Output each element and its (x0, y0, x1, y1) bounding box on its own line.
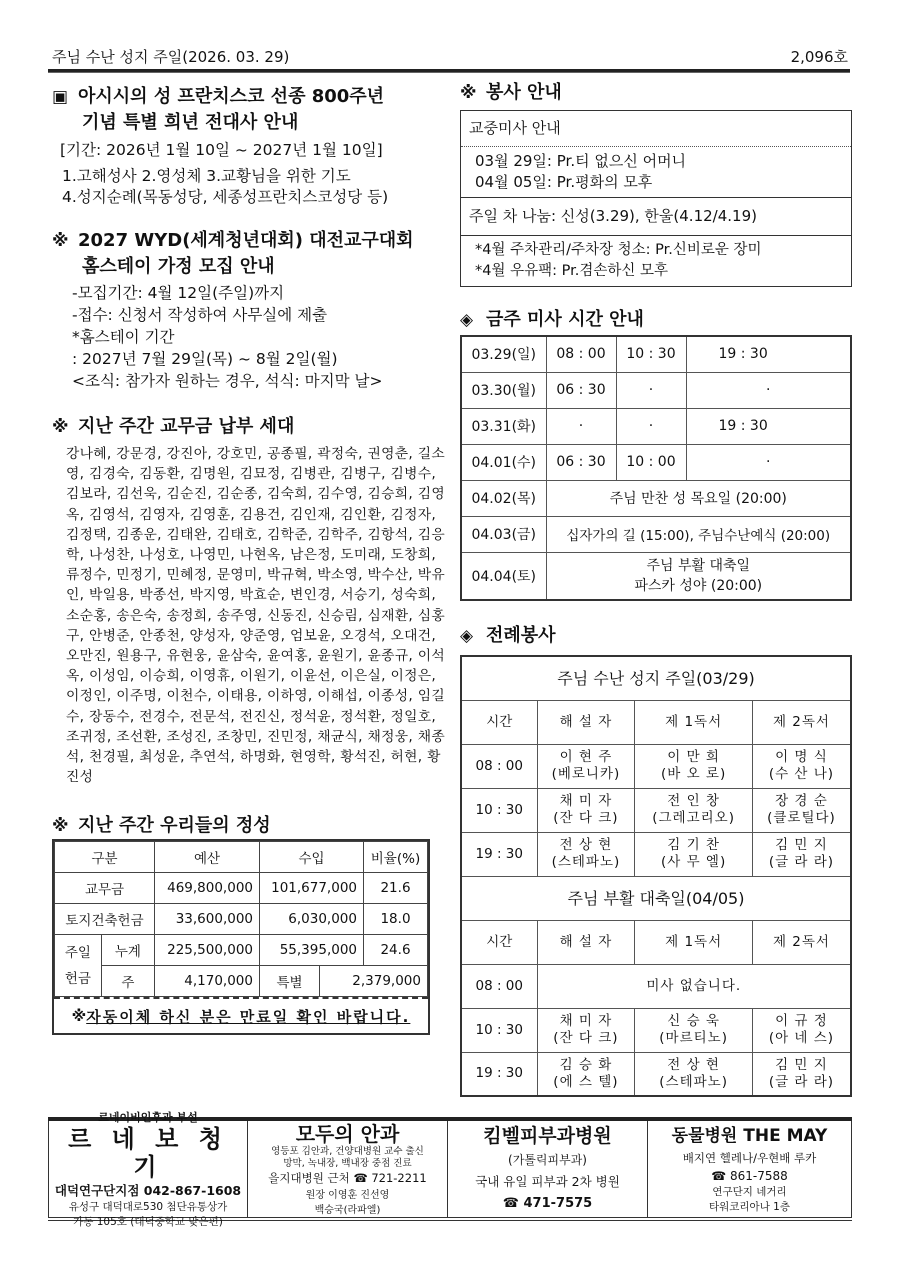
table-row: 19 : 30 전 상 현 (스테파노) 김 기 찬 (사 무 엘) 김 민 지 (글 라 라) (461, 832, 851, 876)
bulletin-header (52, 44, 848, 70)
left-column (52, 80, 447, 1035)
diocese-mass-list: 03월 29일: Pr.티 없으신 어머니 04월 05일: Pr.평화의 모후 (461, 146, 851, 197)
header-divider (48, 69, 850, 73)
dues-section (52, 414, 447, 787)
tea-sharing: 주일 차 나눔: 신성(3.29), 한울(4.12/4.19) (461, 197, 851, 235)
table-row: 04.01(수) 06 : 30 10 : 00 · (461, 444, 851, 480)
table-row: 토지건축헌금 33,600,000 6,030,000 18.0 (55, 904, 428, 935)
april-service-list: *4월 주차관리/주차장 청소: Pr.신비로운 장미 *4월 우유팩: Pr.겸손하신 모후 (461, 235, 851, 286)
table-row: 04.03(금) 십자가의 길 (15:00), 주님수난예식 (20:00) (461, 516, 851, 552)
auto-transfer-notice: ※ 자동이체 하신 분은 만료일 확인 바랍니다. (54, 997, 428, 1033)
wyd-details: -모집기간: 4월 12일(주일)까지 -접수: 신청서 작성하여 사무실에 제출 *홈스테이 기간 : 2027년 7월 29일(목) ~ 8월 2일(월) <조식: 참가자 원하는 경우, 석식: 마지막 날> (72, 284, 383, 390)
dues-title: ※ 지난 주간 교무금 납부 세대 (52, 414, 447, 440)
reference-mark-icon: ※ (52, 417, 69, 437)
liturgy-week2-title: 주님 부활 대축일(04/05) (461, 876, 851, 920)
table-row: 19 : 30 김 승 화 (에 스 텔) 전 상 현 (스테파노) 김 민 지 (글 라 라) (461, 1052, 851, 1096)
mass-times-section (460, 307, 852, 601)
jubilee-title: ▣ 아시시의 성 프란치스코 선종 800주년 (52, 84, 447, 110)
mass-times-title: ◈ 금주 미사 시간 안내 (460, 307, 852, 333)
reference-mark-icon: ※ (52, 816, 69, 837)
liturgy-section (460, 623, 852, 1097)
square-bullet-icon: ▣ (52, 87, 69, 107)
ad-dermatology: 킴벨피부과병원 (가톨릭피부과) 국내 유일 피부과 2차 병원 ☎ 471-7575 (448, 1121, 648, 1217)
service-title: ※ 봉사 안내 (460, 80, 852, 106)
offering-section (52, 813, 447, 1035)
table-row: 주일 헌금 누계 225,500,000 55,395,000 24.6 (55, 935, 428, 966)
diocese-mass-label: 교중미사 안내 (469, 119, 561, 137)
service-box (460, 110, 852, 287)
table-row: 10 : 30 채 미 자 (잔 다 크) 신 승 욱 (마르티노) 이 규 정 (아 네 스) (461, 1008, 851, 1052)
advertisement-strip (48, 1111, 852, 1228)
issue-number: 2,096호 (790, 48, 848, 66)
diamond-bullet-icon: ◈ (460, 626, 474, 646)
wyd-title-line2: 홈스테이 가정 모집 안내 (82, 256, 275, 277)
table-row: 04.02(목) 주님 만찬 성 목요일 (20:00) (461, 480, 851, 516)
jubilee-section (52, 84, 447, 208)
table-row: 주 4,170,000 특별 2,379,000 (55, 966, 428, 997)
jubilee-title-line2: 기념 특별 희년 전대사 안내 (82, 112, 299, 133)
wyd-title: ※ 2027 WYD(세계청년대회) 대전교구대회 (52, 228, 447, 254)
ad-animal-hospital: 동물병원 THE MAY 배지연 헬레나/우현배 루카 ☎ 861-7588 연구단지 네거리 타워코리아나 1층 (648, 1121, 852, 1217)
jubilee-period: [기간: 2026년 1월 10일 ~ 2027년 1월 10일] (60, 141, 383, 159)
table-header-row: 시간 해 설 자 제 1독서 제 2독서 (461, 920, 851, 964)
dues-name-list: 강나혜, 강문경, 강진아, 강호민, 공종필, 곽정숙, 권영춘, 길소영, 김경숙, 김동환, 김명원, 김묘정, 김병관, 김병구, 김병수, 김보라, 김선욱, 김순진, 김순종, 김숙희, 김수영, 김승희, 김영옥, 김영석, 김영자, 김영훈, 김용건, 김인재, 김인환, 김정자, 김정택, 김종운, 김태완, 김태호, 김학준, 김학주, 김항석, 김응학, 나성찬, 나성호, 나영민, 나현옥, 남은정, 도미래, 도창희, 류정수, 민정기, 민혜정, 문영미, 박규혁, 박소영, 박수산, 박유인, 박일용, 박종선, 박지영, 박효순, 변인경, 서승기, 성숙희, 소순홍, 송은숙, 송정희, 송주영, 신동진, 신승림, 심재환, 심홍구, 안병준, 안종천, 양성자, 양준영, 엄보윤, 오경석, 오대건, 오만진, 원용구, 유현웅, 윤삼숙, 윤여홍, 윤원기, 윤종규, 이석옥, 이성임, 이승희, 이영휴, 이원기, 이윤선, 이은실, 이정은, 이정인, 이주명, 이천수, 이태용, 이하영, 이해섭, 이종성, 임길수, 장동수, 전경수, 전문석, 전진신, 정석윤, 정석환, 정일호, 조귀정, 조선환, 조성진, 조창민, 진민정, 채균식, 채정웅, 채종석, 천경필, 최성윤, 추연석, 하명화, 현영학, 황석진, 허현, 황진성 (66, 446, 446, 786)
table-row: 03.29(일) 08 : 00 10 : 30 19 : 30 (461, 336, 851, 372)
table-row: 08 : 00 이 현 주 (베로니카) 이 만 희 (바 오 로) 이 명 식 (수 산 나) (461, 744, 851, 788)
ad-eye-clinic: 모두의 안과 영등포 김안과, 건양대병원 교수 출신 망막, 녹내장, 백내장 중점 진료 을지대병원 근처 ☎ 721-2211 원장 이영훈 진선영 백승국(라파엘) (248, 1121, 448, 1217)
table-row: 10 : 30 채 미 자 (잔 다 크) 전 인 창 (그레고리오) 장 경 순 (클로틸다) (461, 788, 851, 832)
ad-hearing-aid: 르네이비인후과 부설 르 네 보 청 기 대덕연구단지점 042-867-1608 유성구 대덕대로530 첨단유통상가 가동 105호 (대덕중학교 맞은편) (48, 1121, 248, 1217)
offering-table (54, 841, 428, 997)
reference-mark-icon: ※ (52, 231, 69, 251)
liturgy-title: ◈ 전례봉사 (460, 623, 852, 649)
table-row: 교무금 469,800,000 101,677,000 21.6 (55, 873, 428, 904)
table-header-row: 시간 해 설 자 제 1독서 제 2독서 (461, 700, 851, 744)
diamond-bullet-icon: ◈ (460, 310, 474, 330)
mass-times-table (460, 335, 852, 601)
table-row: 03.31(화) · · 19 : 30 (461, 408, 851, 444)
reference-mark-icon: ※ (460, 83, 477, 103)
sunday-offering-label: 주일 헌금 (55, 935, 102, 997)
right-column (460, 80, 852, 1097)
table-row: 04.04(토) 주님 부활 대축일 파스카 성야 (20:00) (461, 552, 851, 600)
table-header-row: 구분 예산 수입 비율(%) (55, 842, 428, 873)
bulletin-date-title: 주님 수난 성지 주일(2026. 03. 29) (52, 48, 290, 66)
liturgy-week1-title: 주님 수난 성지 주일(03/29) (461, 656, 851, 700)
jubilee-conditions: 1.고해성사 2.영성체 3.교황님을 위한 기도 4.성지순례(목동성당, 세종성프란치스코성당 등) (62, 167, 389, 206)
wyd-section (52, 228, 447, 392)
offering-title: ※ 지난 주간 우리들의 정성 (52, 813, 447, 839)
service-section (460, 80, 852, 287)
table-row: 03.30(월) 06 : 30 · · (461, 372, 851, 408)
liturgy-table (460, 655, 852, 1097)
offering-table-box (52, 839, 430, 1035)
table-row: 08 : 00 미사 없습니다. (461, 964, 851, 1008)
